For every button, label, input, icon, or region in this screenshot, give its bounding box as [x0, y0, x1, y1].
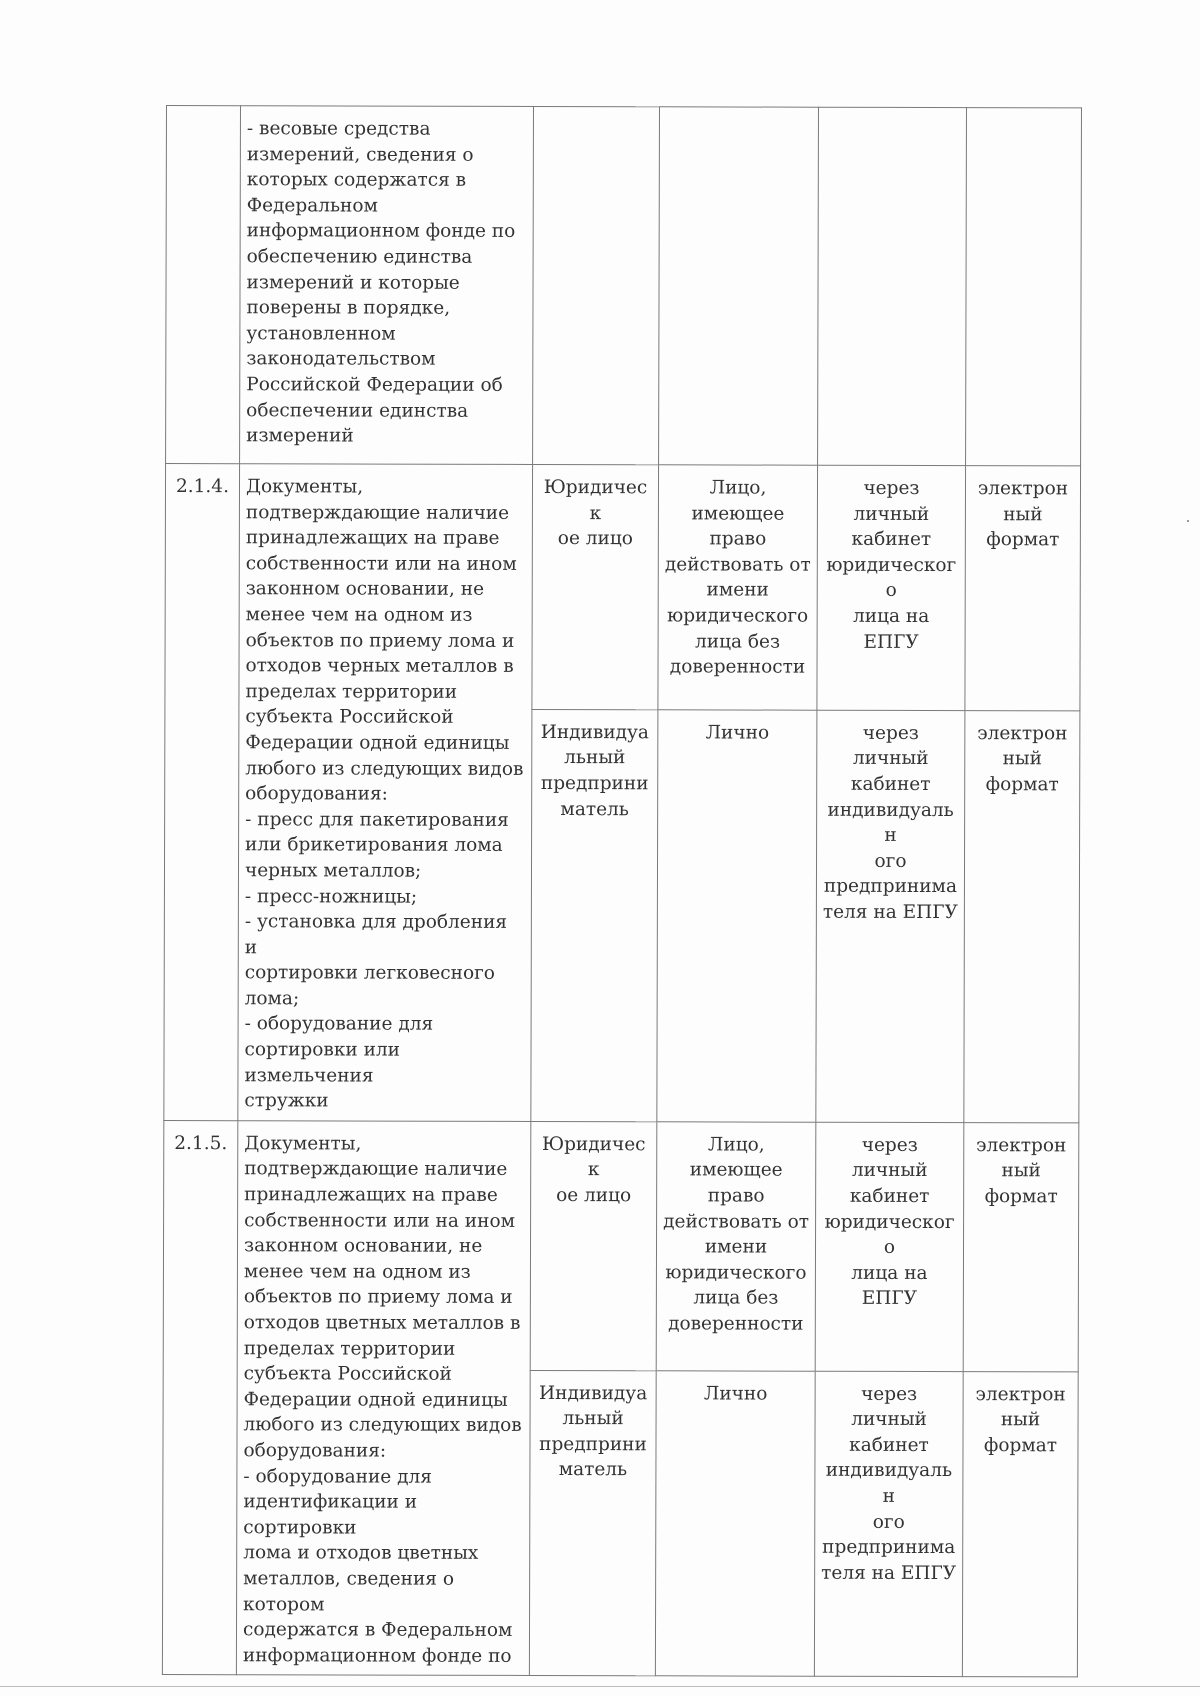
- row-number-cell: [162, 1120, 237, 1675]
- format-cell: [965, 466, 1081, 711]
- format-cell: [963, 1122, 1079, 1371]
- document-description: Документы, подтверждающие наличие принадлежащих на праве собственности или на ином законном основании, не менее чем на одном из объектов по приему лома и отходов черных металлов в пределах территории субъекта Российской Федерации одной единицы любого из следующих видов оборудования: - пресс для пакетирования или брикетирования лома черных металлов; - пресс-ножницы; - установка для дробления и сортировки легковесного лома; - оборудование для сортировки или измельчения стружки: [244, 476, 524, 1112]
- channel-cell: [814, 1371, 963, 1677]
- format-cell: [966, 108, 1082, 466]
- representative-type: Лицо, имеющее право действовать от имени юридического лица без доверенности: [664, 477, 811, 678]
- table-row: [166, 106, 1082, 466]
- applicant-cell: [530, 1121, 657, 1370]
- channel-cell: [818, 107, 967, 465]
- row-number: 2.1.5.: [174, 1132, 228, 1155]
- submission-channel: через личный кабинет индивидуальн ого предпринима теля на ЕПГУ: [821, 1383, 957, 1584]
- row-number-cell: [164, 464, 240, 1121]
- scan-speck: [1187, 520, 1189, 522]
- document-description: Документы, подтверждающие наличие принадлежащих на праве собственности или на ином законном основании, не менее чем на одном из объектов по приему лома и отходов цветных металлов в пределах территории субъекта Российской Федерации одной единицы любого из следующих видов оборудования: - оборудование для идентификации и сортировки лома и отходов цветных металлов, сведения о котором содержатся в Федеральном информационном фонде по: [242, 1133, 522, 1667]
- applicant-cell: [529, 1370, 656, 1676]
- applicant-type: Индивидуа льный предприни матель: [538, 1382, 648, 1481]
- applicant-cell: [533, 106, 660, 464]
- description-cell: [238, 464, 533, 1122]
- description-cell: [236, 1121, 530, 1676]
- document-description: - весовые средства измерений, сведения о которых содержатся в Федеральном информационном фонде по обеспечению единства измерений и которые поверены в порядке, установленном законодательством Российской Федерации об обеспечении единства измерений: [246, 118, 516, 447]
- representative-cell: [659, 107, 819, 465]
- row-number-cell: [166, 106, 241, 464]
- channel-cell: [815, 1122, 964, 1371]
- row-number: 2.1.4.: [175, 476, 229, 498]
- applicant-cell: [532, 464, 659, 709]
- channel-cell: [816, 710, 965, 1122]
- representative-type: Лицо, имеющее право действовать от имени юридического лица без доверенности: [663, 1134, 810, 1335]
- representative-type: Лично: [705, 722, 770, 744]
- representative-cell: [658, 465, 818, 710]
- submission-channel: через личный кабинет юридического лица на ЕПГУ: [826, 477, 957, 653]
- submission-channel: через личный кабинет юридического лица на ЕПГУ: [824, 1134, 955, 1310]
- submission-channel: через личный кабинет индивидуальн ого предпринима теля на ЕПГУ: [822, 722, 958, 924]
- representative-cell: [655, 1370, 815, 1676]
- description-cell: [240, 106, 534, 465]
- applicant-type: Юридическ ое лицо: [543, 476, 648, 550]
- applicant-type: Юридическ ое лицо: [541, 1133, 646, 1207]
- applicant-cell: [531, 709, 658, 1121]
- channel-cell: [817, 465, 966, 710]
- requirements-table: [162, 105, 1082, 1678]
- submission-format: электрон ный формат: [976, 1134, 1067, 1208]
- submission-format: электрон ный формат: [977, 722, 1068, 796]
- applicant-type: Индивидуа льный предприни матель: [540, 721, 650, 820]
- submission-format: электрон ный формат: [975, 1383, 1066, 1457]
- representative-type: Лично: [703, 1382, 768, 1405]
- page-bottom-edge: [0, 1686, 1200, 1687]
- table-row: [163, 1120, 1079, 1371]
- table-row: [165, 464, 1081, 711]
- submission-format: электрон ный формат: [977, 478, 1069, 551]
- representative-cell: [656, 1122, 816, 1371]
- format-cell: [962, 1371, 1078, 1677]
- representative-cell: [657, 710, 817, 1122]
- format-cell: [964, 710, 1080, 1122]
